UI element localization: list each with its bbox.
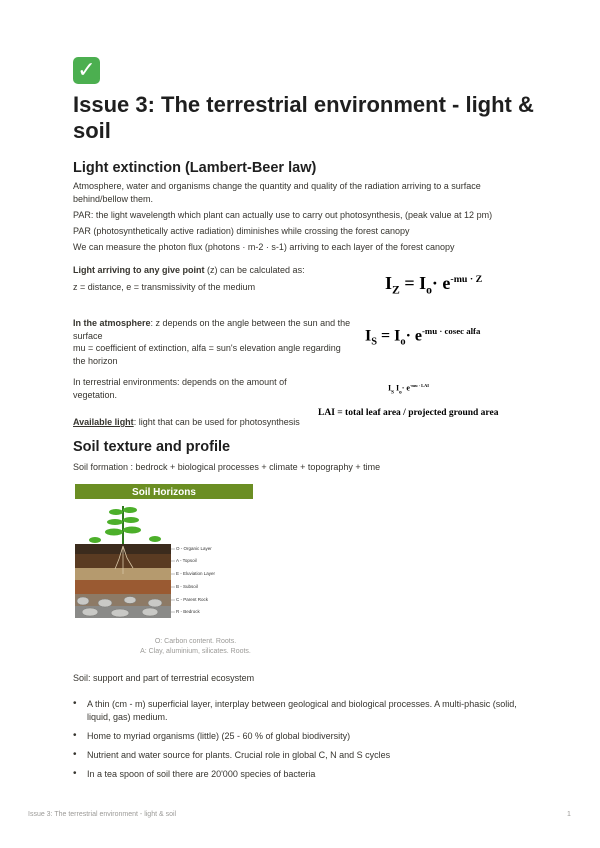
paragraph bbox=[73, 264, 353, 277]
horizon-label: E - Eluviation Layer bbox=[176, 571, 216, 576]
paragraph bbox=[73, 317, 353, 342]
footer-title: Issue 3: The terrestrial environment - light & soil bbox=[28, 811, 177, 818]
horizon-label: C - Parent Rock bbox=[176, 597, 209, 602]
formula-light-vegetation: $I_S$ $I_o\cdot e^{-mu \cdot LAI}$ bbox=[388, 383, 429, 396]
paragraph-text: : z depends on the angle between the sun and the surface bbox=[73, 318, 351, 341]
paragraph: Soil formation : bedrock + biological processes + climate + topography + time bbox=[73, 462, 381, 472]
soil-horizons-image bbox=[75, 484, 255, 632]
bullet-list bbox=[73, 698, 523, 787]
section-heading-light-extinction: Light extinction (Lambert-Beer law) bbox=[73, 160, 317, 176]
paragraph bbox=[73, 416, 353, 429]
paragraph: mu = coefficient of extinction, alfa = sun's elevation angle regarding the horizon bbox=[73, 343, 341, 366]
page-title: Issue 3: The terrestrial environment - light & soil bbox=[73, 92, 534, 143]
horizon-label: R - Bedrock bbox=[176, 609, 200, 614]
paragraph: PAR: the light wavelength which plant can actually use to carry out photosynthesis, (peak value at 12 pm) bbox=[73, 210, 493, 220]
check-mark-icon: ✓ bbox=[73, 57, 100, 84]
paragraph: We can measure the photon flux (photons · m-2 · s-1) arriving to each layer of the forest canopy bbox=[73, 242, 455, 252]
image-caption: A: Clay, aluminium, silicates. Roots. bbox=[140, 648, 251, 655]
bold-text: Light arriving to any give point bbox=[73, 265, 205, 275]
paragraph: PAR (photosynthetically active radiation) diminishes while crossing the forest canopy bbox=[73, 226, 410, 236]
formula-light-atmosphere: $I_S = I_o\cdot e^{-mu \cdot cosec alfa}$ bbox=[365, 326, 481, 348]
list-item: • Nutrient and water source for plants. Crucial role in global C, N and S cycles bbox=[73, 749, 523, 762]
paragraph: z = distance, e = transmissivity of the medium bbox=[73, 282, 256, 292]
list-item: • In a tea spoon of soil there are 20'000 species of bacteria bbox=[73, 768, 523, 781]
paragraph: Soil: support and part of terrestrial ecosystem bbox=[73, 673, 255, 683]
paragraph: In terrestrial environments: depends on the amount of vegetation. bbox=[73, 377, 287, 400]
list-item: • Home to myriad organisms (little) (25 - 60 % of global biodiversity) bbox=[73, 730, 523, 743]
image-caption: O: Carbon content. Roots. bbox=[154, 638, 237, 645]
page-number: 1 bbox=[567, 811, 571, 818]
formula-light-at-depth: $I_Z = I_o\cdot e^{-mu \cdot Z}$ bbox=[385, 273, 483, 297]
horizon-label: O - Organic Layer bbox=[176, 546, 212, 551]
paragraph-text: : light that can be used for photosynthesis bbox=[133, 417, 300, 427]
list-item: • A thin (cm - m) superficial layer, interplay between geological and biological processes. A multi-phasic (solid, liquid, gas) medium. bbox=[73, 698, 523, 723]
paragraph-text: (z) can be calculated as: bbox=[204, 265, 305, 275]
soil-image-title: Soil Horizons bbox=[132, 487, 196, 498]
horizon-label: B - Subsoil bbox=[176, 584, 198, 589]
horizon-label: A - Topsoil bbox=[176, 558, 197, 563]
formula-lai-definition: LAI = total leaf area / projected ground area bbox=[318, 408, 499, 418]
underlined-text: Available light bbox=[73, 417, 134, 427]
bold-text: In the atmosphere bbox=[73, 318, 151, 328]
paragraph: Atmosphere, water and organisms change the quantity and quality of the radiation arriving to a surface behind/bellow them. bbox=[73, 181, 481, 204]
section-heading-soil: Soil texture and profile bbox=[73, 439, 231, 455]
